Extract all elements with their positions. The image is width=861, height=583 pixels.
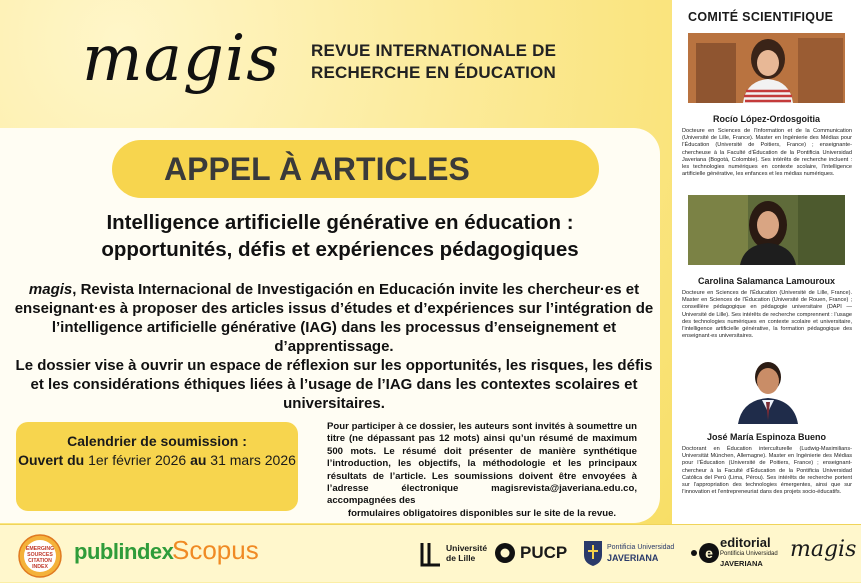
calendar-end: 31 mars 2026	[210, 452, 296, 468]
journal-title-line1: REVUE INTERNATIONALE DE	[311, 41, 557, 60]
calendar-open-word: Ouvert du	[18, 452, 85, 468]
magis-logo: magis	[82, 22, 281, 96]
calendar-to-word: au	[190, 452, 207, 468]
pucp-logo: PUCP	[520, 543, 568, 562]
call-label: APPEL À ARTICLES	[164, 151, 470, 187]
publindex-logo: publindex	[74, 539, 174, 564]
editorial-line2: Pontificia Universidad	[720, 551, 778, 557]
intro-magis: magis	[28, 281, 73, 298]
calendar-box	[16, 422, 298, 511]
editorial-line3: JAVERIANA	[720, 559, 763, 568]
call-intro	[14, 280, 654, 413]
esci-logo	[18, 534, 62, 583]
intro-paragraph1	[14, 280, 654, 356]
svg-text:e: e	[705, 545, 713, 561]
javeriana-text	[607, 543, 674, 563]
participation-last-line: formulaires obligatoires disponibles sur le site de la revue.	[347, 507, 617, 519]
pucp-icon	[494, 542, 516, 569]
journal-title-line2: RECHERCHE EN ÉDUCATION	[311, 63, 556, 82]
theme-line1: Intelligence artificielle générative en éducation :	[106, 211, 574, 234]
lille-line1: Université	[446, 543, 488, 553]
member-name-2: Carolina Salamanca Lamouroux	[697, 276, 836, 286]
call-banner	[112, 140, 599, 198]
javeriana-crest-icon	[582, 539, 604, 572]
calendar-start: 1er février 2026	[88, 452, 187, 468]
intro-text: , Revista Internacional de Investigación en Educación invite les chercheur·es et enseignant·es à proposer des articles issus d’études et d’expériences sur l’intégration de l’intelligence artificielle générative (IAG) dans les processus d’enseignement et d’apprentissage.	[14, 281, 654, 355]
member-photo-1	[688, 33, 845, 103]
editorial-logo	[720, 535, 778, 568]
lille-line2: de Lille	[446, 553, 476, 563]
participation-body: Pour participer à ce dossier, les auteurs sont invités à soumettre un titre (ne dépassant pas 12 mots) ainsi qu’un résumé de maximum 500 mots. Le résumé doit présenter de manière synthétique l’introduction, les objectifs, la méthodologie et les principaux résultats de l’article. Les soumissions doivent être envoyées à l’adresse électronique magisrevista@javeriana.edu.co, accompagnées des	[327, 421, 637, 507]
javeriana-line1: Pontificia Universidad	[607, 544, 675, 551]
member-name-1: Rocío López-Ordosgoitia	[713, 114, 820, 124]
member-bio-2: Docteure en Sciences de l’Éducation (Université de Lille, France). Master en Sciences de l’Éducation (Université de Rouen, France) ; conseillère pédagogique en pédagogie universitaire (DAPI — Université de Lille). Ses intérêts de recherche comprennent : l’usage des technologies numériques en contexte scolaire et universitaire, l’intelligence artificielle générative, la formation pédagogique des enseignant·es universitaires.	[682, 290, 852, 340]
scopus-logo: Scopus	[172, 535, 259, 565]
esci-line2: SOURCES	[27, 552, 53, 558]
magis-small-logo: magis	[790, 537, 857, 562]
editorial-word: editorial	[720, 535, 771, 550]
javeriana-line2: JAVERIANA	[607, 553, 659, 563]
calendar-title: Calendrier de soumission :	[67, 433, 247, 449]
member-name-3: José María Espinoza Bueno	[706, 432, 827, 442]
footer-logos	[0, 524, 861, 582]
theme-line2: opportunités, défis et expériences pédagogiques	[101, 238, 579, 261]
editorial-icon	[690, 538, 720, 573]
lille-logo	[420, 541, 442, 572]
esci-line3: CITATION	[28, 558, 52, 564]
participation-text	[327, 421, 637, 520]
journal-title	[311, 40, 556, 84]
esci-line1: EMERGING	[25, 546, 55, 552]
intro-paragraph2: Le dossier vise à ouvrir un espace de réflexion sur les opportunités, les risques, les défis et les considérations éthiques liées à l’usage de l’IAG dans les contextes scolaires et universitaires.	[15, 357, 653, 412]
committee-title: COMITÉ SCIENTIFIQUE	[688, 10, 834, 24]
lille-text	[446, 543, 487, 563]
member-photo-2	[688, 195, 845, 265]
esci-line4: INDEX	[32, 564, 48, 570]
member-photo-3	[688, 352, 845, 424]
call-theme	[30, 209, 650, 263]
committee-sidebar	[672, 0, 861, 524]
member-bio-1: Docteure en Sciences de l’Information et de la Communication (Université de Lille, France). Master en Ingénierie des Médias pour l’Éducation (Université de Poitiers, France) ; enseignante-chercheuse à la Faculté d’Éducation de la Pontificia Universidad Javeriana (Bogotá, Colombie). Ses intérêts de recherche incluent : les technologies numériques en contexte scolaire, l’intelligence artificielle générative, les enfances et les médias numériques.	[682, 128, 852, 178]
member-bio-3: Doctorant en Éducation interculturelle (Ludwig-Maximilians-Universität München, Allemagne). Master en Ingénierie des Médias pour l’Éducation (Université de Poitiers, France) ; enseignant-chercheur à la Faculté d’Éducation de la Pontificia Universidad Católica del Perú (Lima, Pérou). Ses intérêts de recherche portent sur l’appropriation des technologies émergentes, ainsi que sur l’innovation et l’entrepreneuriat dans des projets socio-éducatifs.	[682, 446, 852, 496]
